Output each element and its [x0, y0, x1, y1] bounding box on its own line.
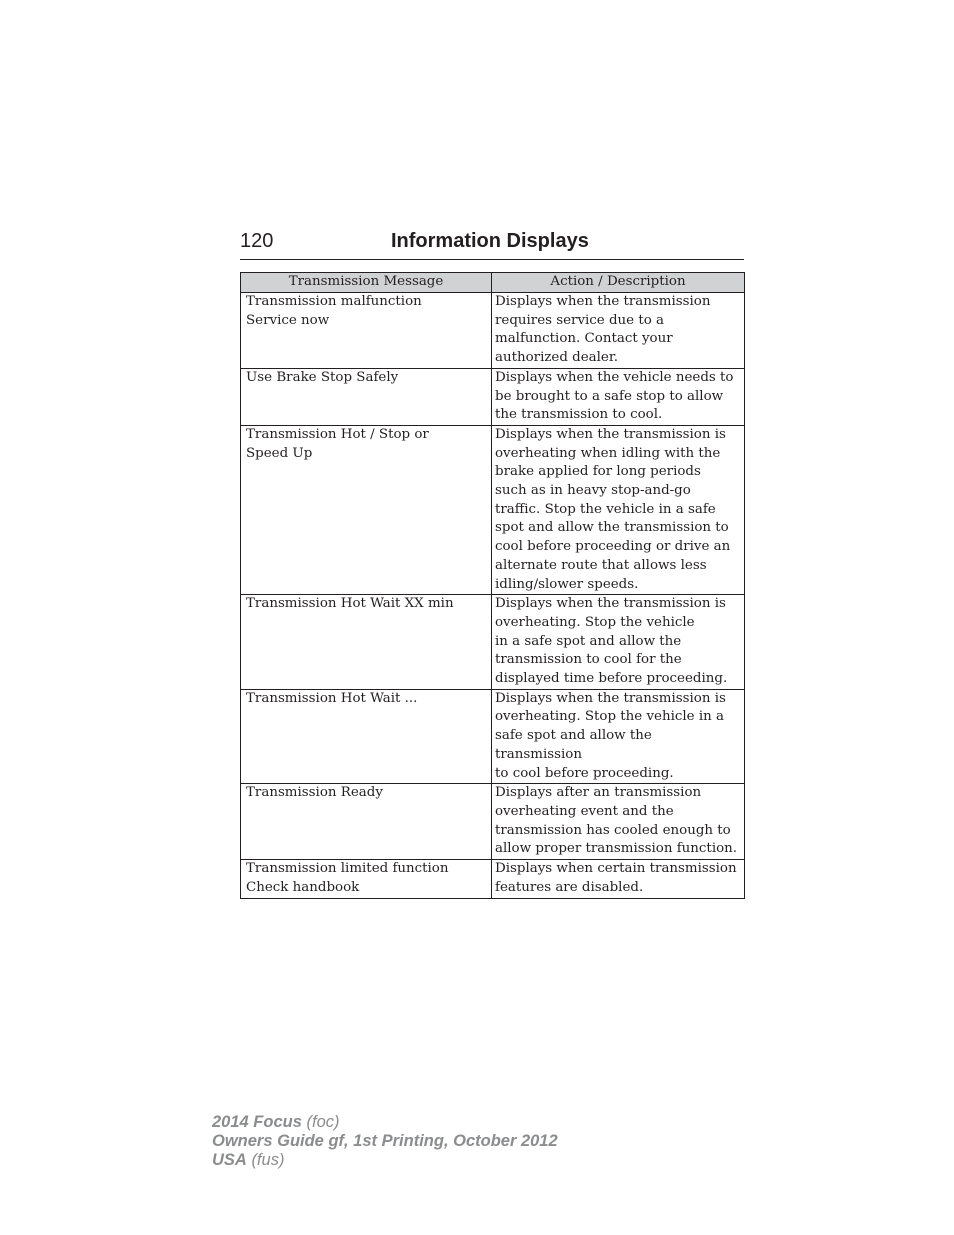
message-cell: Transmission Ready	[241, 784, 492, 860]
column-header-description: Action / Description	[492, 273, 745, 293]
table-row	[241, 784, 745, 860]
message-cell: Transmission Hot Wait ...	[241, 689, 492, 784]
description-cell: Displays when certain transmission features are disabled.	[492, 860, 745, 898]
table-row	[241, 425, 745, 594]
message-cell: Transmission limited function Check handbook	[241, 860, 492, 898]
table-row	[241, 689, 745, 784]
page-footer	[212, 1113, 558, 1170]
section-title: Information Displays	[391, 230, 589, 252]
page-number: 120	[240, 230, 274, 252]
footer-market-code: (fus)	[251, 1151, 285, 1169]
table-row	[241, 595, 745, 690]
footer-model-code: (foc)	[306, 1113, 340, 1131]
table-row	[241, 293, 745, 369]
table-row	[241, 860, 745, 898]
description-cell: Displays when the vehicle needs to be brought to a safe stop to allow the transmission to cool.	[492, 368, 745, 425]
footer-line-model	[212, 1113, 558, 1132]
table-header-row	[241, 273, 745, 293]
message-cell: Transmission malfunction Service now	[241, 293, 492, 369]
message-cell: Use Brake Stop Safely	[241, 368, 492, 425]
footer-market: USA	[212, 1151, 247, 1169]
column-header-message: Transmission Message	[241, 273, 492, 293]
transmission-messages-table	[240, 272, 745, 899]
footer-line-market	[212, 1151, 558, 1170]
description-cell: Displays when the transmission requires service due to a malfunction. Contact your authorized dealer.	[492, 293, 745, 369]
description-cell: Displays when the transmission is overheating when idling with the brake applied for long periods such as in heavy stop-and-go traffic. Stop the vehicle in a safe spot and allow the transmission to cool before proceeding or drive an alternate route that allows less idling/slower speeds.	[492, 425, 745, 594]
footer-line-printing	[212, 1132, 558, 1151]
message-cell: Transmission Hot / Stop or Speed Up	[241, 425, 492, 594]
description-cell: Displays when the transmission is overheating. Stop the vehicle in a safe spot and allow the transmission to cool before proceeding.	[492, 689, 745, 784]
table-row	[241, 368, 745, 425]
page-header	[240, 229, 744, 260]
description-cell: Displays after an transmission overheating event and the transmission has cooled enough to allow proper transmission function.	[492, 784, 745, 860]
footer-model: 2014 Focus	[212, 1113, 302, 1131]
message-cell: Transmission Hot Wait XX min	[241, 595, 492, 690]
description-cell: Displays when the transmission is overheating. Stop the vehicle in a safe spot and allow the transmission to cool for the displayed time before proceeding.	[492, 595, 745, 690]
footer-printing: Owners Guide gf, 1st Printing, October 2012	[212, 1132, 558, 1150]
